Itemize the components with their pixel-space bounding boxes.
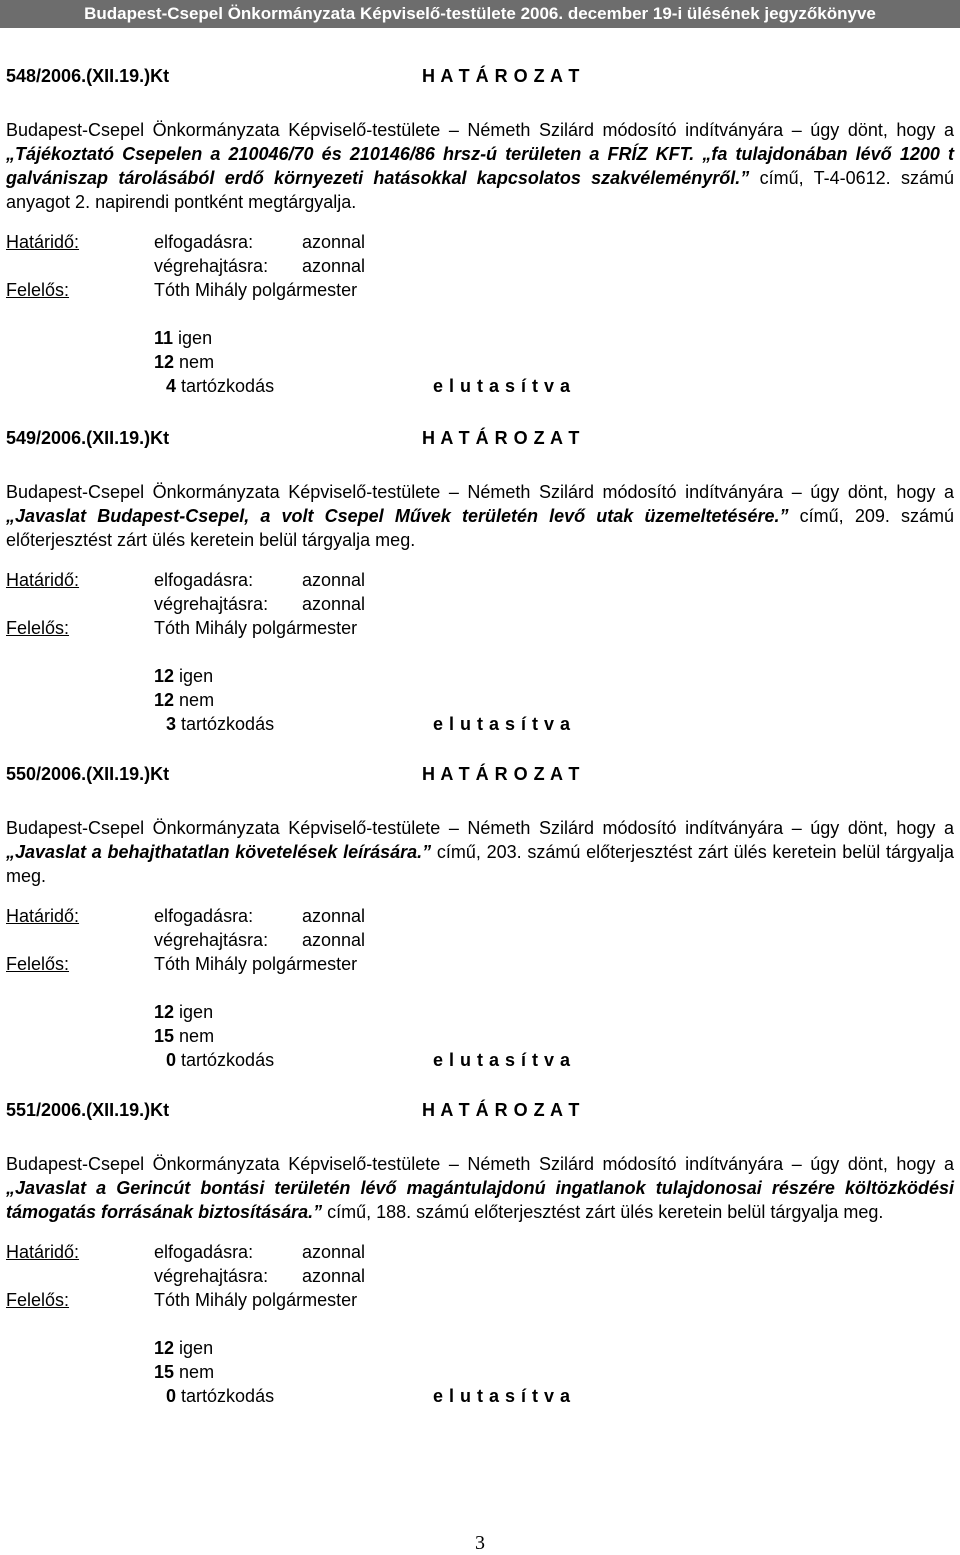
vote-yes-count: 12 xyxy=(154,1338,175,1358)
vote-no-count: 12 xyxy=(154,352,175,372)
vote-abstain-count: 4 xyxy=(166,376,177,396)
resolution-text-outro: című, T-4-0612. számú anyagot 2. napirendi pontként megtárgyalja. xyxy=(6,168,954,212)
verdict-rejected: e l u t a s í t v a xyxy=(433,376,571,396)
vote-result xyxy=(6,664,954,736)
vote-yes-label: igen xyxy=(178,328,213,348)
resolution-title-row xyxy=(6,426,954,450)
vote-yes-count: 12 xyxy=(154,666,175,686)
resolution-subject-title: „Javaslat a Gerincút bontási területén lévő magántulajdonú ingatlanok tulajdonosai részére költözködési támogatás forrásának biztosítására.” xyxy=(6,1178,954,1222)
execution-value: azonnal xyxy=(302,1266,366,1286)
adoption-label: elfogadásra: xyxy=(154,570,254,590)
vote-abstain-label: tartózkodás xyxy=(181,1050,275,1070)
execution-label: végrehajtásra: xyxy=(154,1266,269,1286)
resolution-subject-title: „Javaslat a behajthatatlan követelések leírására.” xyxy=(6,842,432,862)
verdict-rejected: e l u t a s í t v a xyxy=(433,1050,571,1070)
verdict-rejected: e l u t a s í t v a xyxy=(433,714,571,734)
adoption-value: azonnal xyxy=(302,232,366,252)
resolution-heading: H A T Á R O Z A T xyxy=(422,66,580,86)
responsible-label: Felelős: xyxy=(6,1290,70,1310)
vote-no-label: nem xyxy=(179,352,215,372)
resolution-text xyxy=(6,1152,954,1224)
resolution-text-intro: Budapest-Csepel Önkormányzata Képviselő-testülete – Németh Szilárd módosító indítványára – úgy dönt, hogy a xyxy=(6,1154,954,1174)
execution-value: azonnal xyxy=(302,594,366,614)
resolution-text-outro: című, 209. számú előterjesztést zárt ülés keretein belül tárgyalja meg. xyxy=(6,506,955,550)
resolution-551 xyxy=(6,1098,954,1408)
responsible-label: Felelős: xyxy=(6,280,70,300)
responsible-label: Felelős: xyxy=(6,618,70,638)
vote-abstain-count: 0 xyxy=(166,1386,177,1406)
adoption-label: elfogadásra: xyxy=(154,1242,254,1262)
execution-value: azonnal xyxy=(302,930,366,950)
deadline-label: Határidő: xyxy=(6,906,80,926)
responsible-label: Felelős: xyxy=(6,954,70,974)
vote-no-count: 15 xyxy=(154,1362,175,1382)
resolution-number: 548/2006.(XII.19.)Kt xyxy=(6,66,170,86)
resolution-text xyxy=(6,480,954,552)
verdict-rejected: e l u t a s í t v a xyxy=(433,1386,571,1406)
resolution-title-row xyxy=(6,762,954,786)
page-number: 3 xyxy=(475,1532,485,1554)
resolution-subject-title: „Tájékoztató Csepelen a 210046/70 és 210146/86 hrsz-ú területen a FRÍZ KFT. „fa tulajdonában lévő 1200 t galvániszap tárolásából erdő környezeti hatásokkal kapcsolatos szakvéleményről.” xyxy=(6,144,954,188)
adoption-value: azonnal xyxy=(302,1242,366,1262)
resolution-title-row xyxy=(6,64,954,88)
vote-yes-count: 11 xyxy=(154,328,174,348)
resolution-number: 550/2006.(XII.19.)Kt xyxy=(6,764,170,784)
vote-no-count: 12 xyxy=(154,690,175,710)
resolution-meta xyxy=(6,568,954,640)
resolution-heading: H A T Á R O Z A T xyxy=(422,428,580,448)
adoption-label: elfogadásra: xyxy=(154,232,254,252)
vote-no-label: nem xyxy=(179,1026,215,1046)
adoption-label: elfogadásra: xyxy=(154,906,254,926)
resolution-heading: H A T Á R O Z A T xyxy=(422,764,580,784)
resolution-549 xyxy=(6,426,954,736)
resolution-text xyxy=(6,816,954,888)
execution-label: végrehajtásra: xyxy=(154,930,269,950)
vote-no-label: nem xyxy=(179,690,215,710)
vote-abstain-label: tartózkodás xyxy=(181,376,275,396)
deadline-label: Határidő: xyxy=(6,570,80,590)
resolution-meta xyxy=(6,904,954,976)
vote-result xyxy=(6,326,954,398)
deadline-label: Határidő: xyxy=(6,232,80,252)
vote-result xyxy=(6,1336,954,1408)
resolution-548 xyxy=(6,64,954,398)
document-header: Budapest-Csepel Önkormányzata Képviselő-testülete 2006. december 19-i ülésének jegyzőkönyve xyxy=(0,0,960,28)
vote-no-label: nem xyxy=(179,1362,215,1382)
vote-yes-label: igen xyxy=(179,666,214,686)
responsible-value: Tóth Mihály polgármester xyxy=(154,1290,358,1310)
vote-yes-label: igen xyxy=(179,1002,214,1022)
deadline-label: Határidő: xyxy=(6,1242,80,1262)
adoption-value: azonnal xyxy=(302,570,366,590)
resolution-text xyxy=(6,118,954,214)
vote-abstain-count: 0 xyxy=(166,1050,177,1070)
responsible-value: Tóth Mihály polgármester xyxy=(154,618,358,638)
resolution-text-intro: Budapest-Csepel Önkormányzata Képviselő-testülete – Németh Szilárd módosító indítványára – úgy dönt, hogy a xyxy=(6,120,954,140)
execution-value: azonnal xyxy=(302,256,366,276)
resolution-text-intro: Budapest-Csepel Önkormányzata Képviselő-testülete – Németh Szilárd módosító indítványára – úgy dönt, hogy a xyxy=(6,818,954,838)
resolution-550 xyxy=(6,762,954,1072)
resolution-meta xyxy=(6,230,954,302)
vote-yes-label: igen xyxy=(179,1338,214,1358)
resolution-text-intro: Budapest-Csepel Önkormányzata Képviselő-testülete – Németh Szilárd módosító indítványára – úgy dönt, hogy a xyxy=(6,482,954,502)
execution-label: végrehajtásra: xyxy=(154,594,269,614)
responsible-value: Tóth Mihály polgármester xyxy=(154,954,358,974)
resolution-heading: H A T Á R O Z A T xyxy=(422,1100,580,1120)
vote-result xyxy=(6,1000,954,1072)
resolution-subject-title: „Javaslat Budapest-Csepel, a volt Csepel Művek területén levő utak üzemeltetésére.” xyxy=(6,506,789,526)
resolution-text-outro: című, 203. számú előterjesztést zárt ülés keretein belül tárgyalja meg. xyxy=(6,842,954,886)
vote-no-count: 15 xyxy=(154,1026,175,1046)
resolution-number: 549/2006.(XII.19.)Kt xyxy=(6,428,170,448)
vote-abstain-count: 3 xyxy=(166,714,177,734)
responsible-value: Tóth Mihály polgármester xyxy=(154,280,358,300)
resolution-number: 551/2006.(XII.19.)Kt xyxy=(6,1100,170,1120)
vote-abstain-label: tartózkodás xyxy=(181,1386,275,1406)
execution-label: végrehajtásra: xyxy=(154,256,269,276)
vote-yes-count: 12 xyxy=(154,1002,175,1022)
resolution-title-row xyxy=(6,1098,954,1122)
resolution-text-outro: című, 188. számú előterjesztést zárt ülés keretein belül tárgyalja meg. xyxy=(322,1202,884,1222)
adoption-value: azonnal xyxy=(302,906,366,926)
resolution-meta xyxy=(6,1240,954,1312)
vote-abstain-label: tartózkodás xyxy=(181,714,275,734)
